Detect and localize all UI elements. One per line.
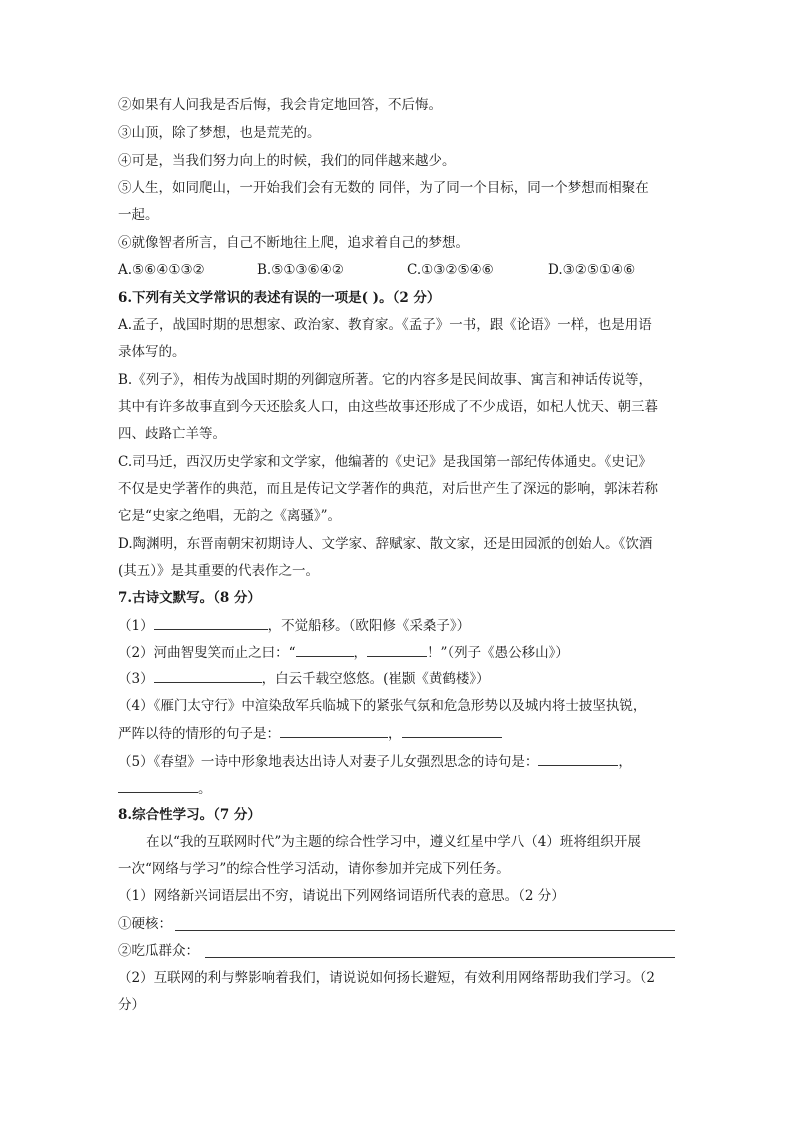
q7-item-5-period: 。 — [198, 781, 212, 797]
q5-options — [118, 262, 678, 278]
q8-word-2: ②吃瓜群众： — [118, 943, 199, 959]
q7-item-3-text: ，白云千载空悠悠。(崔颢《黄鹤楼》） — [261, 671, 490, 687]
sentence-3: ③山顶，除了梦想，也是荒芜的。 — [118, 125, 321, 141]
sentence-2: ②如果有人问我是否后悔，我会肯定地回答，不后悔。 — [118, 97, 442, 113]
q8-title: 8.综合性学习。（7 分） — [118, 807, 261, 823]
q7-item-1 — [118, 617, 678, 634]
q8-intro-line-1: 在以“我的互联网时代”为主题的综合性学习中，遵义红星中学八（4）班将组织开展 — [146, 834, 641, 850]
q6-option-c-line-3: 它是“史家之绝唱，无韵之《离骚》”。 — [118, 508, 342, 524]
q7-item-4-label: 严阵以待的情形的句子是： — [118, 726, 280, 742]
q7-item-1-text: ，不觉船移。（欧阳修《采桑子》） — [267, 618, 471, 634]
q6-option-b-line-1: B.《列子》，相传为战国时期的列御寇所著。它的内容多是民间故事、寓言和神话传说等， — [118, 372, 652, 388]
q6-option-d-line-1: D.陶渊明，东晋南朝宋初期诗人、文学家、辞赋家、散文家，还是田园派的创始人。《饮酒 — [118, 536, 653, 552]
q5-option-d[interactable]: D.③②⑤①④⑥ — [548, 262, 636, 278]
q7-item-2-label: （2）河曲智叟笑而止之曰：“ — [118, 645, 296, 661]
q5-option-b[interactable]: B.⑤①③⑥④② — [257, 262, 344, 278]
q6-title: 6.下列有关文学常识的表述有误的一项是( )。（2 分） — [118, 290, 441, 306]
q7-title: 7.古诗文默写。（8 分） — [118, 590, 261, 606]
q8-word-2-answer-line[interactable] — [205, 957, 675, 958]
q8-sub-2-line-2: 分） — [118, 997, 145, 1013]
q8-sub-2-line-1: （2）互联网的利与弊影响着我们，请说说如何扬长避短，有效利用网络帮助我们学习。（2 — [118, 970, 655, 986]
q7-item-4-blank-1[interactable] — [280, 725, 388, 738]
q7-item-2-text: ！”（列子《愚公移山》） — [427, 645, 569, 661]
q8-word-1: ①硬核： — [118, 916, 172, 932]
q8-intro-line-2: 一次“网络与学习”的综合性学习活动，请你参加并完成下列任务。 — [118, 861, 510, 877]
q7-item-2-blank-1[interactable] — [296, 644, 354, 657]
q7-item-5-line-1 — [118, 753, 678, 770]
q7-item-3-blank[interactable] — [154, 670, 262, 683]
q7-item-4-comma: ， — [388, 726, 402, 742]
sentence-4: ④可是，当我们努力向上的时候，我们的同伴越来越少。 — [118, 153, 456, 169]
q7-item-1-blank[interactable] — [154, 617, 268, 630]
q6-option-b-line-3: 四、歧路亡羊等。 — [118, 426, 226, 442]
q6-option-c-line-1: C.司马迁，西汉历史学家和文学家，他编著的《史记》是我国第一部纪传体通史。《史记》 — [118, 454, 652, 470]
q6-option-c-line-2: 不仅是史学著作的典范，而且是传记文学著作的典范，对后世产生了深远的影响，郭沫若称 — [118, 481, 658, 497]
q7-item-5-blank-2[interactable] — [118, 780, 198, 793]
sentence-5-line-1: ⑤人生，如同爬山，一开始我们会有无数的 同伴，为了同一个目标，同一个梦想而相聚在 — [118, 180, 649, 196]
q5-option-c[interactable]: C.①③②⑤④⑥ — [407, 262, 494, 278]
q7-item-5-comma: ， — [618, 754, 632, 770]
sentence-6: ⑥就像智者所言，自己不断地往上爬，追求着自己的梦想。 — [118, 235, 469, 251]
q6-option-a-line-1: A.孟子，战国时期的思想家、政治家、教育家。《孟子》一书，跟《论语》一样，也是用语 — [118, 317, 652, 333]
q7-item-4-line-2 — [118, 725, 678, 742]
q6-option-b-line-2: 其中有许多故事直到今天还脍炙人口，由这些故事还形成了不少成语，如杞人忧天、朝三暮 — [118, 399, 658, 415]
q7-item-5-label: （5）《春望》一诗中形象地表达出诗人对妻子儿女强烈思念的诗句是： — [118, 754, 539, 770]
q8-word-1-answer-line[interactable] — [175, 930, 675, 931]
q7-item-4-blank-2[interactable] — [402, 725, 502, 738]
q7-item-3 — [118, 670, 678, 687]
q7-item-3-label: （3） — [118, 671, 154, 687]
q7-item-2-comma: ， — [353, 645, 367, 661]
q8-sub-1: （1）网络新兴词语层出不穷，请说出下列网络词语所代表的意思。（2 分） — [118, 888, 565, 904]
q7-item-5-line-2 — [118, 780, 678, 797]
q5-option-a[interactable]: A.⑤⑥④①③② — [118, 262, 205, 278]
q6-option-d-line-2: (其五）》是其重要的代表作之一。 — [118, 563, 320, 579]
sentence-5-line-2: 一起。 — [118, 207, 159, 223]
q7-item-2-blank-2[interactable] — [367, 644, 427, 657]
q7-item-1-label: （1） — [118, 618, 154, 634]
q7-item-5-blank-1[interactable] — [538, 753, 618, 766]
q6-option-a-line-2: 录体写的。 — [118, 344, 186, 360]
q7-item-2 — [118, 644, 678, 661]
q7-item-4-line-1: （4）《雁门太守行》中渲染敌军兵临城下的紧张气氛和危急形势以及城内将士披坚执锐， — [118, 698, 647, 714]
